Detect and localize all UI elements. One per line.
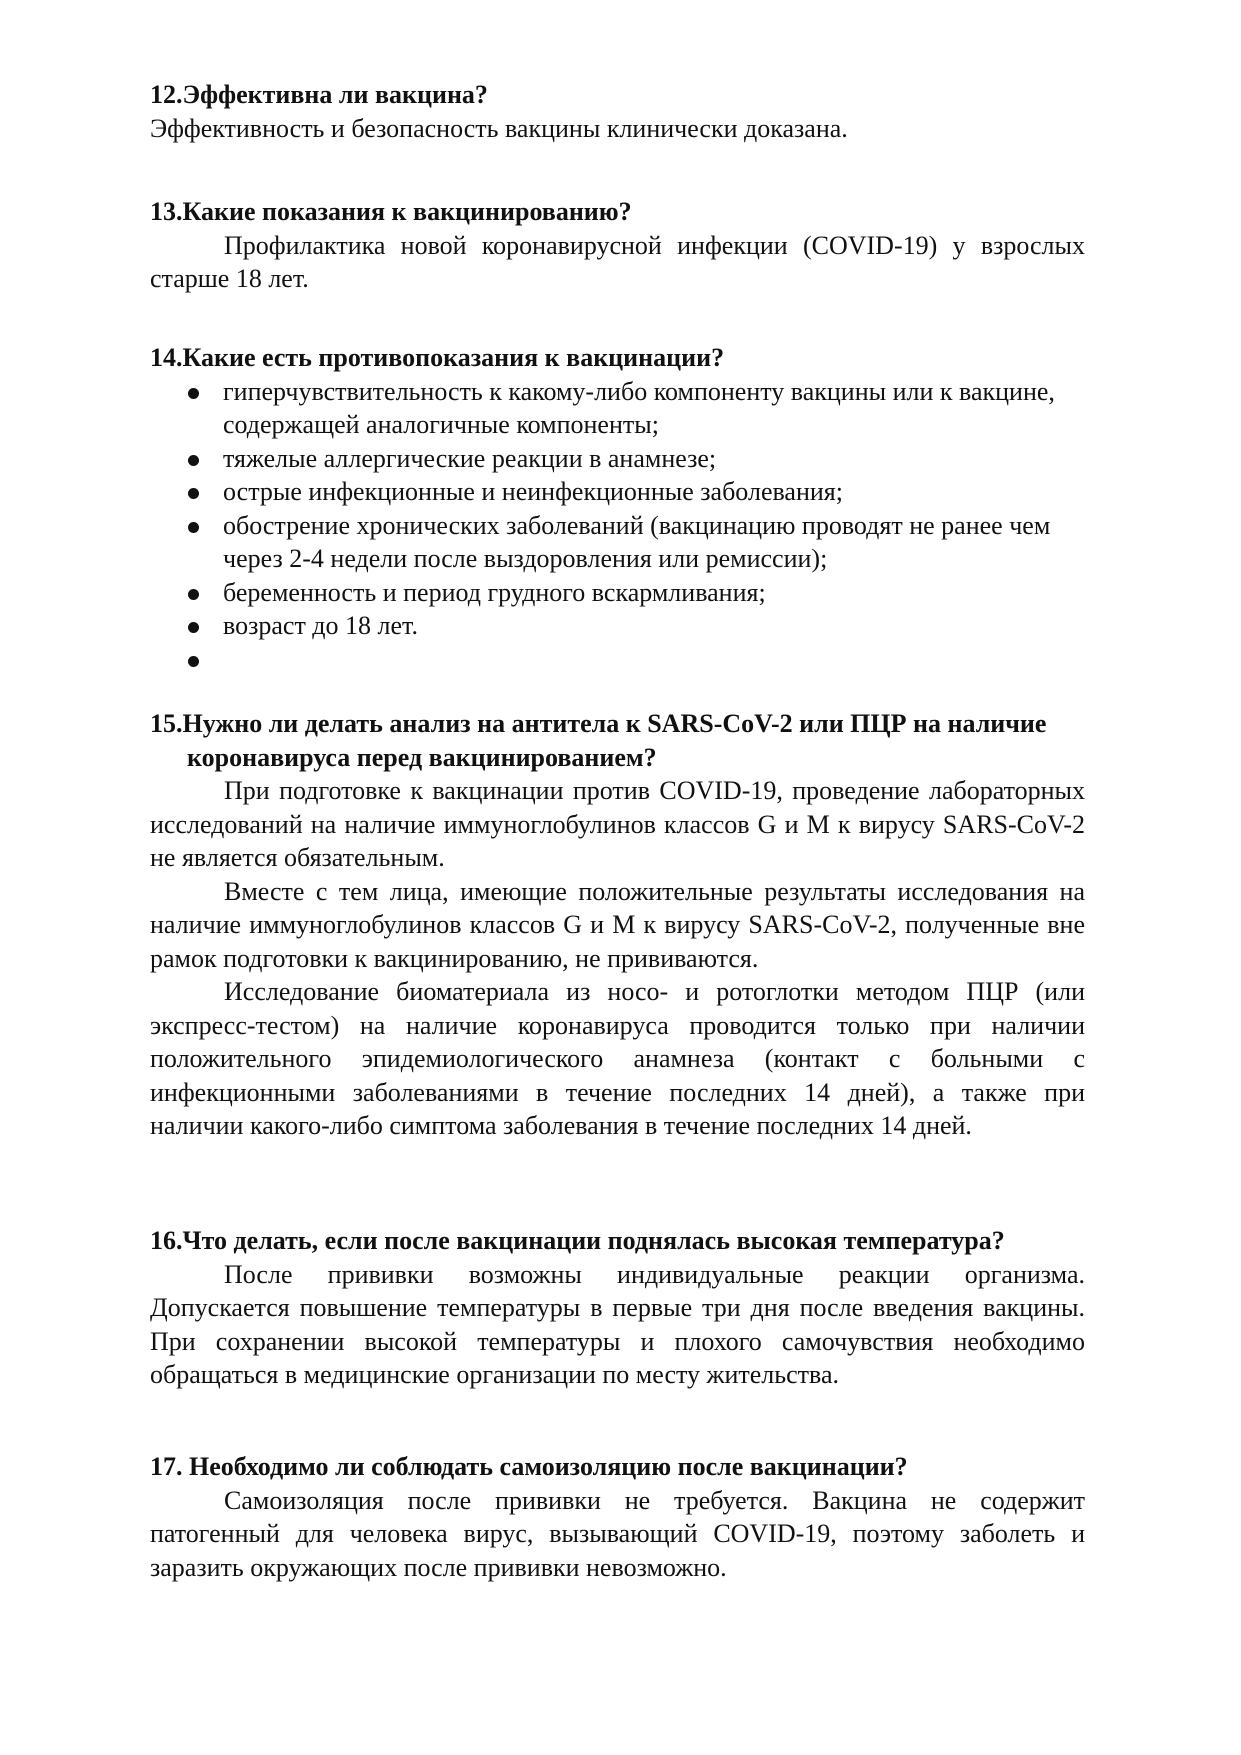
section-q12 [150, 78, 1085, 145]
list-item-text: острые инфекционные и неинфекционные заболевания; [223, 477, 843, 506]
question-heading: 16.Что делать, если после вакцинации поднялась высокая температура? [150, 1226, 1005, 1255]
question-heading: 13.Какие показания к вакцинированию? [150, 197, 632, 226]
answer-paragraph: После прививки возможны индивидуальные реакции организма. Допускается повышение температуры в первые три дня после введения вакцины. При сохранении высокой температуры и плохого самочувствия необходимо обращаться в медицинские организации по месту жительства. [150, 1259, 1085, 1389]
list-item [150, 576, 1085, 610]
question-heading: 14.Какие есть противопоказания к вакцинации? [150, 343, 725, 372]
question-heading: 15.Нужно ли делать анализ на антитела к SARS-CoV-2 или ПЦР на наличие коронавируса перед вакцинированием? [150, 709, 1047, 772]
bullet-icon [188, 488, 199, 499]
list-item [150, 509, 1085, 576]
list-item [150, 609, 1085, 643]
section-q15 [150, 707, 1085, 1143]
list-item-text: возраст до 18 лет. [223, 611, 418, 640]
section-q14 [150, 341, 1085, 676]
list-item-text: обострение хронических заболеваний (вакцинацию проводят не ранее чем через 2-4 недели после выздоровления или ремиссии); [223, 510, 1051, 573]
answer-paragraph: Эффективность и безопасность вакцины клинически доказана. [150, 113, 848, 143]
bullet-icon [188, 388, 199, 399]
bullet-icon [188, 589, 199, 600]
answer-paragraph: Профилактика новой коронавирусной инфекции (COVID-19) у взрослых старше 18 лет. [150, 230, 1085, 293]
section-q13 [150, 195, 1085, 296]
answer-paragraph: При подготовке к вакцинации против COVID-19, проведение лабораторных исследований на наличие иммуноглобулинов классов G и M к вирусу SARS-CoV-2 не является обязательным. [150, 776, 1085, 872]
bullet-icon [188, 656, 199, 667]
contraindications-list [150, 375, 1085, 677]
list-item [150, 375, 1085, 442]
question-heading: 17. Необходимо ли соблюдать самоизоляцию после вакцинации? [150, 1452, 908, 1481]
section-q17 [150, 1450, 1085, 1584]
section-q16 [150, 1224, 1085, 1392]
list-item [150, 475, 1085, 509]
bullet-icon [188, 522, 199, 533]
bullet-icon [188, 455, 199, 466]
list-item-text: тяжелые аллергические реакции в анамнезе; [223, 443, 717, 473]
list-item-text: беременность и период грудного вскармливания; [223, 577, 766, 607]
empty-list-item [150, 643, 1085, 677]
question-heading: 12.Эффективна ли вакцина? [150, 80, 488, 109]
answer-paragraph: Исследование биоматериала из носо- и ротоглотки методом ПЦР (или экспресс-тестом) на наличие коронавируса проводится только при наличии положительного эпидемиологического анамнеза (контакт с больными с инфекционными заболеваниями в течение последних 14 дней), а также при наличии какого-либо симптома заболевания в течение последних 14 дней. [150, 977, 1085, 1140]
answer-paragraph: Самоизоляция после прививки не требуется. Вакцина не содержит патогенный для человека вирус, вызывающий COVID-19, поэтому заболеть и заразить окружающих после прививки невозможно. [150, 1485, 1085, 1582]
bullet-icon [188, 622, 199, 633]
answer-paragraph: Вместе с тем лица, имеющие положительные результаты исследования на наличие иммуноглобулинов классов G и M к вирусу SARS-CoV-2, полученные вне рамок подготовки к вакцинированию, не прививаются. [150, 876, 1085, 973]
list-item-text: гиперчувствительность к какому-либо компоненту вакцины или к вакцине, содержащей аналогичные компоненты; [223, 376, 1055, 439]
list-item [150, 442, 1085, 476]
